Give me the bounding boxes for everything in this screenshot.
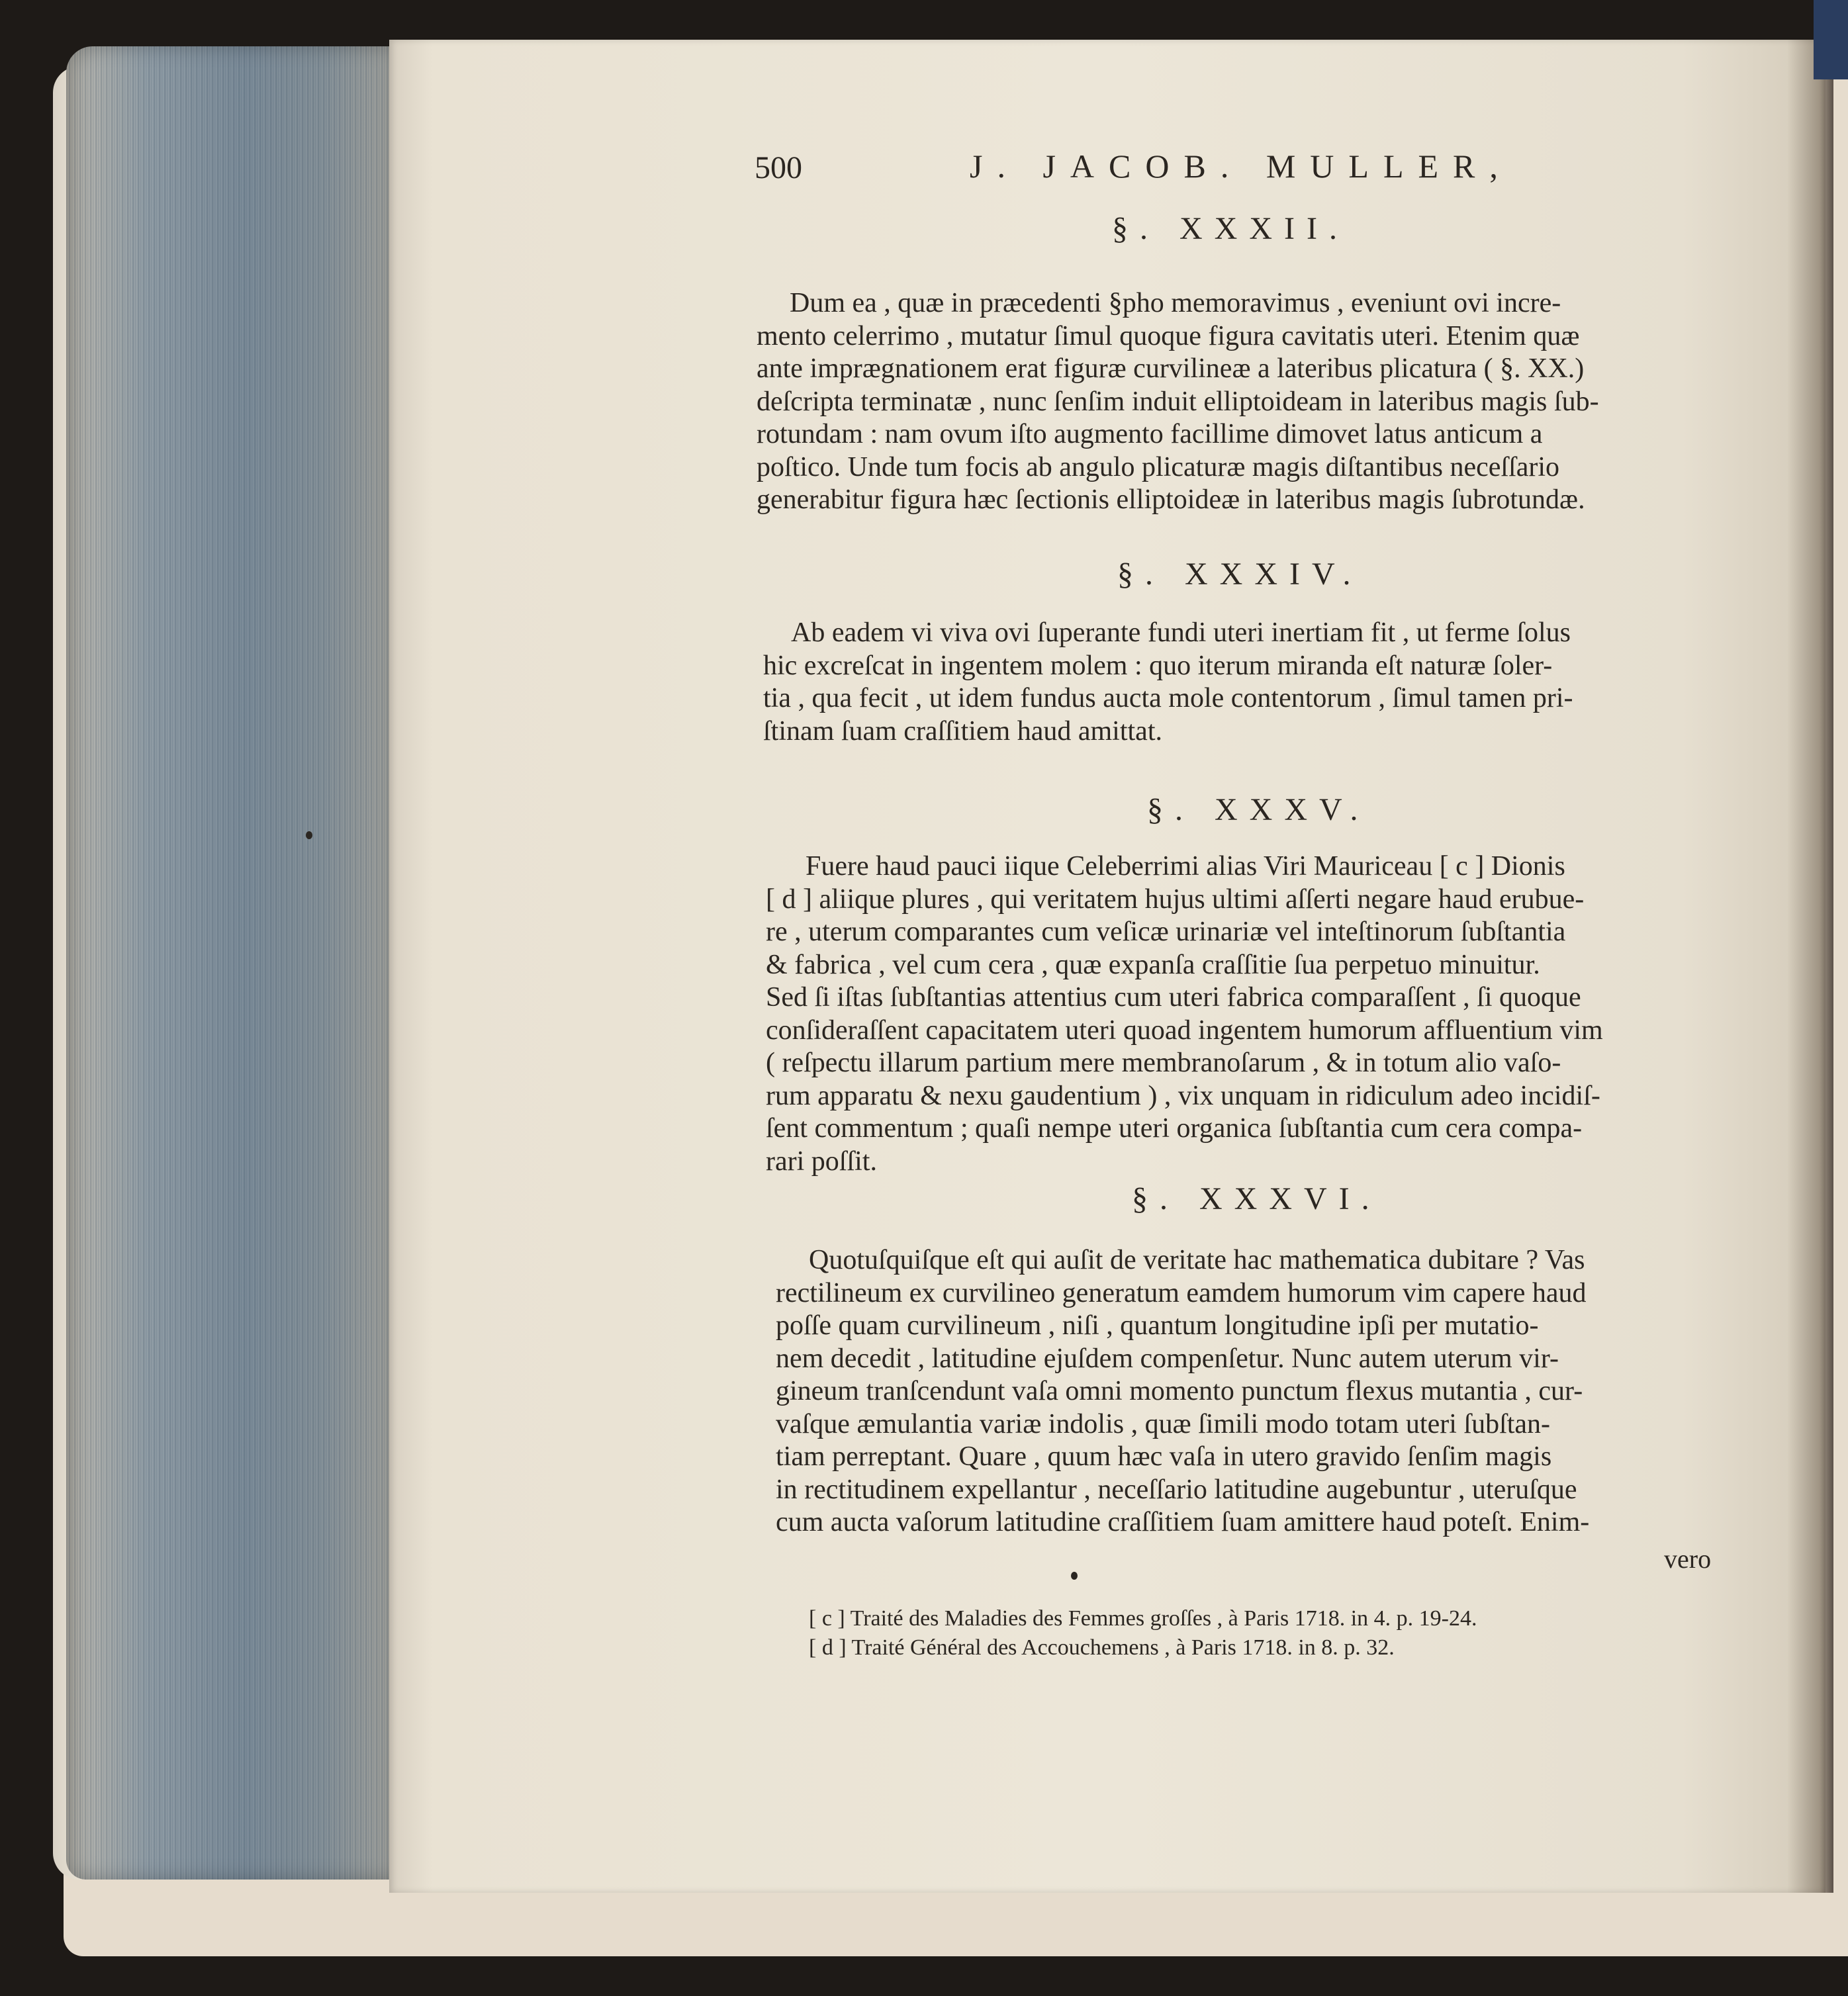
section-heading: §. XXXV. bbox=[1147, 792, 1370, 827]
text-line: Fuere haud pauci iique Celeberrimi alias Viri Mauriceau [ c ] Dionis bbox=[806, 851, 1565, 882]
text-line: rari poſſit. bbox=[766, 1146, 877, 1177]
text-line: hic excreſcat in ingentem molem : quo iterum miranda eſt naturæ ſoler- bbox=[763, 650, 1553, 681]
text-line: re , uterum comparantes cum veſicæ urinariæ vel inteſtinorum ſubſtantia bbox=[766, 917, 1566, 947]
section-heading: §. XXXIV. bbox=[1117, 557, 1363, 592]
section-paragraph bbox=[763, 617, 1730, 748]
page-number: 500 bbox=[755, 150, 802, 185]
text-line: poſtico. Unde tum focis ab angulo plicaturæ magis diſtantibus neceſſario bbox=[757, 451, 1560, 482]
text-line: Quotuſquiſque eſt qui auſit de veritate hac mathematica dubitare ? Vas bbox=[809, 1245, 1585, 1275]
section-paragraph bbox=[776, 1244, 1729, 1539]
text-line: [ d ] aliique plures , qui veritatem hujus ultimi aſſerti negare haud erubue- bbox=[766, 884, 1585, 915]
page-edges bbox=[66, 46, 391, 1880]
text-line: Sed ſi iſtas ſubſtantias attentius cum uteri fabrica comparaſſent , ſi quoque bbox=[766, 982, 1581, 1013]
text-line: tia , qua fecit , ut idem fundus aucta mole contentorum , ſimul tamen pri- bbox=[763, 683, 1573, 713]
ink-speck bbox=[1071, 1572, 1078, 1580]
text-line: tiam perreptant. Quare , quum hæc vaſa in utero gravido ſenſim magis bbox=[776, 1441, 1552, 1472]
text-line: poſſe quam curvilineum , niſi , quantum longitudine ipſi per mutatio- bbox=[776, 1310, 1539, 1341]
text-line: cum aucta vaſorum latitudine craſſitiem ſuam amittere haud poteſt. Enim- bbox=[776, 1507, 1590, 1537]
footnote: [ c ] Traité des Maladies des Femmes groſſes , à Paris 1718. in 4. p. 19-24. bbox=[809, 1606, 1477, 1631]
running-title: J. JACOB. MULLER, bbox=[970, 148, 1512, 185]
text-line: vaſque æmulantia variæ indolis , quæ ſimili modo totam uteri ſubſtan- bbox=[776, 1408, 1551, 1439]
section-paragraph bbox=[757, 287, 1735, 517]
text-line: Dum ea , quæ in præcedenti §pho memoravimus , eveniunt ovi incre- bbox=[790, 288, 1561, 318]
section-paragraph bbox=[766, 850, 1732, 1178]
text-line: ( reſpectu illarum partium mere membranoſarum , & in totum alio vaſo- bbox=[766, 1048, 1561, 1078]
text-line: conſideraſſent capacitatem uteri quoad ingentem humorum affluentium vim bbox=[766, 1015, 1603, 1046]
page-gutter-shadow bbox=[1787, 40, 1833, 1893]
text-line: rum apparatu & nexu gaudentium ) , vix unquam in ridiculum adeo incidiſ- bbox=[766, 1080, 1600, 1111]
text-line: & fabrica , vel cum cera , quæ expanſa craſſitie ſua perpetuo minuitur. bbox=[766, 949, 1540, 980]
section-heading: §. XXXVI. bbox=[1132, 1181, 1381, 1216]
text-line: ſtinam ſuam craſſitiem haud amittat. bbox=[763, 715, 1162, 747]
text-line: Ab eadem vi viva ovi ſuperante fundi uteri inertiam fit , ut ferme ſolus bbox=[791, 617, 1571, 648]
text-line: in rectitudinem expellantur , neceſſario latitudine augebuntur , uteruſque bbox=[776, 1474, 1577, 1505]
catchword: vero bbox=[1664, 1544, 1712, 1574]
text-line: rotundam : nam ovum iſto augmento facillime dimovet latus anticum a bbox=[757, 419, 1543, 449]
text-line: rectilineum ex curvilineo generatum eamdem humorum vim capere haud bbox=[776, 1277, 1587, 1308]
text-line: ſent commentum ; quaſi nempe uteri organica ſubſtantia cum cera compa- bbox=[766, 1113, 1583, 1144]
text-line: deſcripta terminatæ , nunc ſenſim induit elliptoideam in lateribus magis ſub- bbox=[757, 386, 1599, 417]
facing-page-corner bbox=[1814, 0, 1848, 79]
ink-speck bbox=[306, 831, 312, 839]
text-line: mento celerrimo , mutatur ſimul quoque figura cavitatis uteri. Etenim quæ bbox=[757, 320, 1580, 351]
text-line: nem decedit , latitudine ejuſdem compenſetur. Nunc autem uterum vir- bbox=[776, 1343, 1559, 1374]
text-line: generabitur figura hæc ſectionis elliptoideæ in lateribus magis ſubrotundæ. bbox=[757, 484, 1585, 515]
section-heading: §. XXXII. bbox=[1112, 211, 1349, 246]
text-line: gineum tranſcendunt vaſa omni momento punctum flexus mutantia , cur- bbox=[776, 1376, 1583, 1406]
footnote: [ d ] Traité Général des Accouchemens , à Paris 1718. in 8. p. 32. bbox=[809, 1635, 1395, 1660]
text-line: ante imprægnationem erat figuræ curvilineæ a lateribus plicatura ( §. XX.) bbox=[757, 353, 1585, 384]
